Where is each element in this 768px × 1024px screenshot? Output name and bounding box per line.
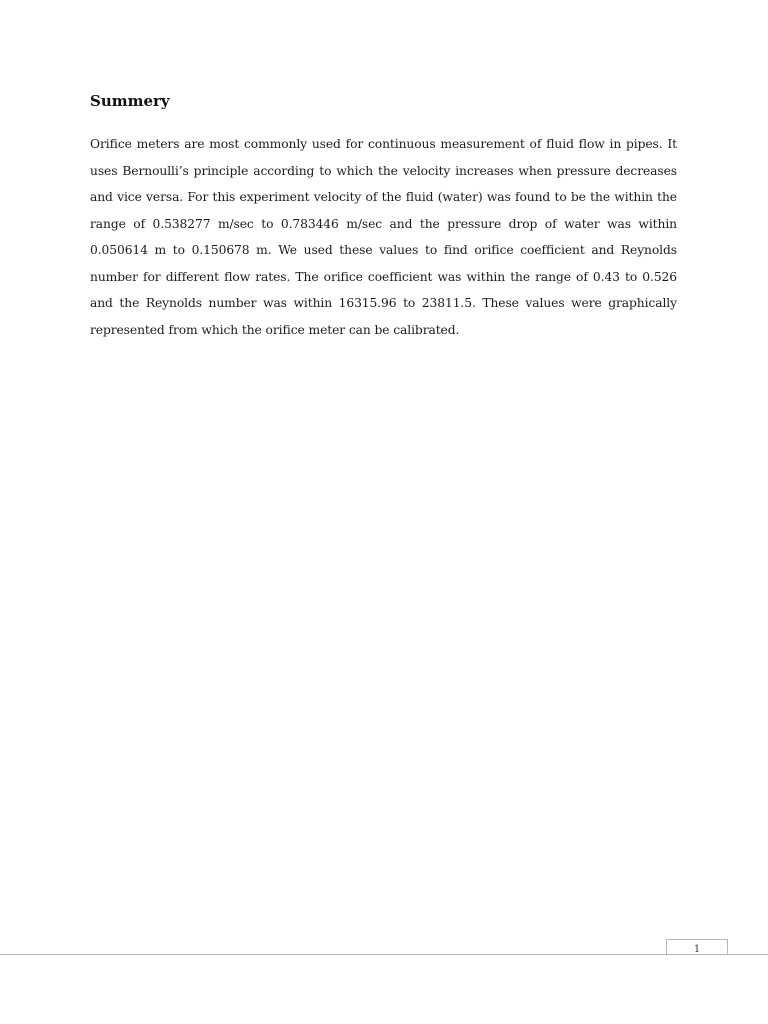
section-heading: Summery — [90, 92, 170, 110]
footer-divider — [0, 954, 768, 955]
page-number: 1 — [666, 939, 728, 954]
summary-paragraph: Orifice meters are most commonly used for continuous measurement of fluid flow in pipes. It uses Bernoulli’s principle according to which the velocity increases when pressure decreases and vice versa. For this experiment velocity of the fluid (water) was found to be the within the range of 0.538277 m/sec to 0.783446 m/sec and the pressure drop of water was within 0.050614 m to 0.150678 m. We used these values to find orifice coefficient and Reynolds number for different flow rates. The orifice coefficient was within the range of 0.43 to 0.526 and the Reynolds number was within 16315.96 to 23811.5. These values were graphically represented from which the orifice meter can be calibrated. — [90, 137, 677, 337]
